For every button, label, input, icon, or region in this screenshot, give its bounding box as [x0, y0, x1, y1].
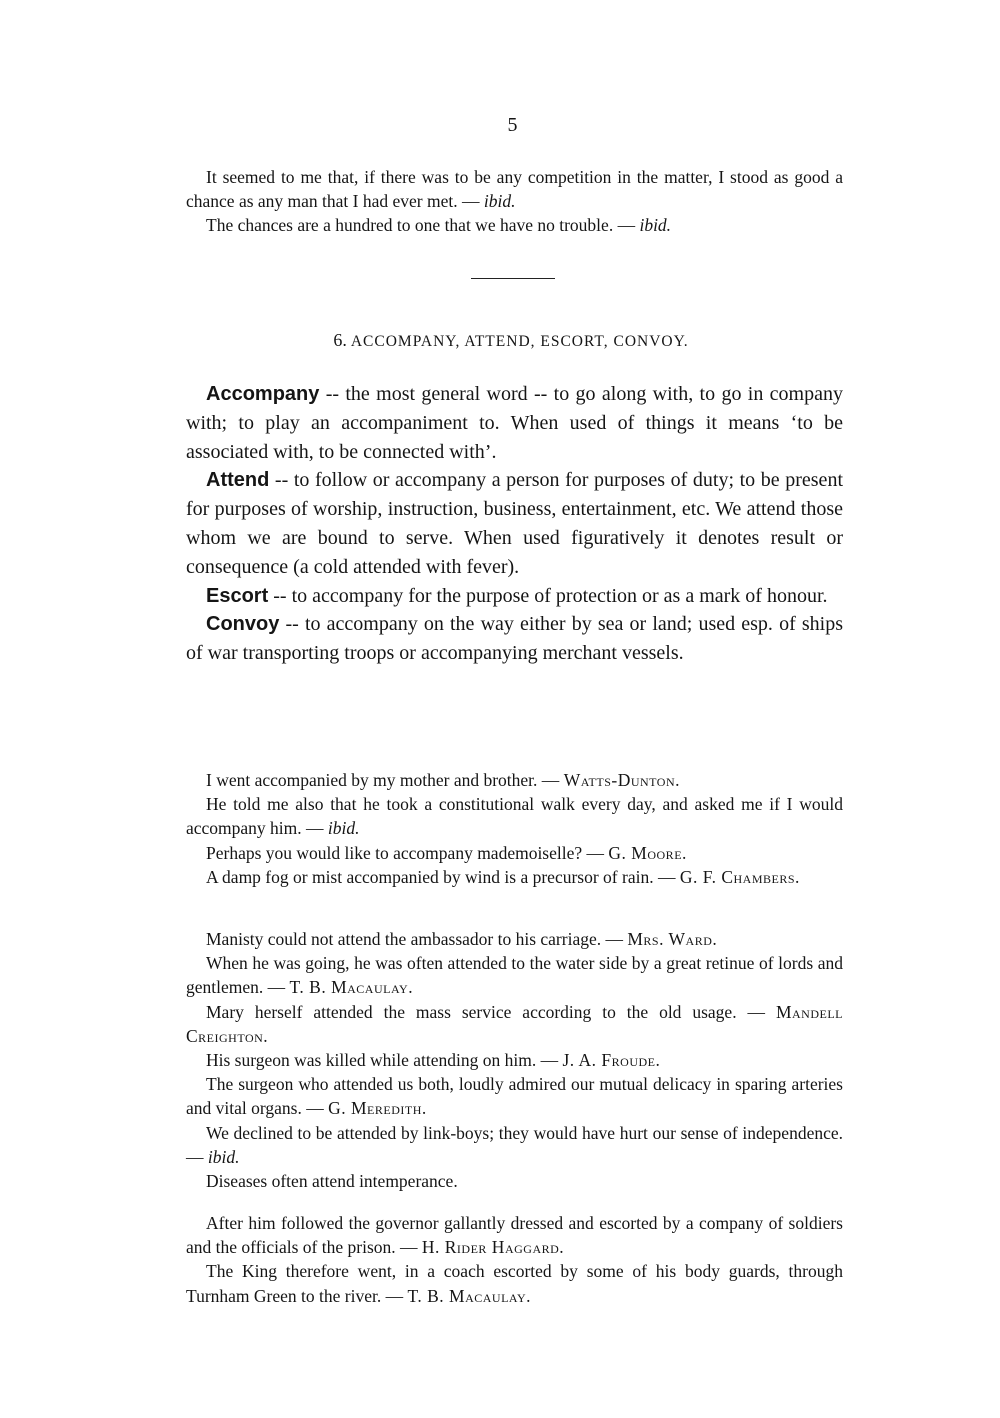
- page-number: 5: [507, 114, 518, 136]
- definitions: [186, 380, 843, 668]
- example-source: ibid.: [639, 215, 672, 236]
- definition-accompany: Accompany -- the most general word -- to go along with, to go in company with; to play an accompaniment to. When used of things it means ‘to be associated with, to be connected with’.: [186, 383, 843, 463]
- example-sentence: It seemed to me that, if there was to be any competition in the matter, I stood as good a chance as any man that I had ever met. — ibid.: [186, 167, 843, 212]
- definition-convoy: Convoy -- to accompany on the way either by sea or land; used esp. of ships of war transporting troops or accompanying merchant vessels.: [186, 613, 843, 665]
- headword: Escort: [206, 584, 269, 607]
- example-sentence: He told me also that he took a constitutional walk every day, and asked me if I would accompany him. — ibid.: [186, 794, 843, 839]
- headword: Attend: [206, 469, 270, 492]
- example-sentence: Diseases often attend intemperance.: [206, 1171, 458, 1192]
- example-source: G. Moore.: [608, 842, 687, 863]
- example-source: ibid.: [483, 191, 516, 212]
- definition-escort: Escort -- to accompany for the purpose of protection or as a mark of honour.: [206, 584, 828, 607]
- example-sentence: A damp fog or mist accompanied by wind is a precursor of rain. — G. F. Chambers.: [206, 866, 800, 887]
- section-title: ACCOMPANY, ATTEND, ESCORT, CONVOY.: [350, 333, 689, 350]
- example-source: H. Rider Haggard.: [421, 1237, 565, 1258]
- example-sentence: Perhaps you would like to accompany mademoiselle? — G. Moore.: [206, 842, 687, 863]
- example-source: G. Meredith.: [328, 1098, 427, 1119]
- section-divider: [471, 278, 555, 279]
- example-source: Mrs. Ward.: [627, 929, 718, 949]
- example-source: Watts-Dunton.: [563, 770, 680, 790]
- example-source: ibid.: [327, 818, 360, 839]
- example-source: ibid.: [207, 1146, 240, 1167]
- escort-examples: [186, 1211, 843, 1308]
- example-sentence: Manisty could not attend the ambassador to his carriage. — Mrs. Ward.: [206, 929, 718, 949]
- accompany-examples: [186, 768, 843, 889]
- top-examples: [186, 165, 843, 238]
- example-source: T. B. Macaulay.: [407, 1285, 532, 1306]
- example-sentence: When he was going, he was often attended to the water side by a great retinue of lords and gentlemen. — T. B. Macaulay.: [186, 953, 843, 998]
- example-source: J. A. Froude.: [562, 1050, 661, 1071]
- example-source: G. F. Chambers.: [679, 866, 800, 887]
- example-source: T. B. Macaulay.: [289, 977, 414, 998]
- section-number: 6.: [333, 330, 347, 350]
- definition-attend: Attend -- to follow or accompany a person for purposes of duty; to be present for purposes of worship, instruction, business, entertainment, etc. We attend those whom we are bound to serve. When used figuratively it denotes result or consequence (a cold attended with fever).: [186, 469, 843, 578]
- headword: Convoy: [206, 613, 280, 636]
- example-sentence: His surgeon was killed while attending on him. — J. A. Froude.: [206, 1050, 661, 1071]
- example-sentence: After him followed the governor gallantly dressed and escorted by a company of soldiers and the officials of the prison. — H. Rider Haggard.: [186, 1213, 843, 1258]
- example-sentence: We declined to be attended by link-boys; they would have hurt our sense of independence. — ibid.: [186, 1122, 843, 1167]
- headword: Accompany: [206, 383, 320, 405]
- example-sentence: The surgeon who attended us both, loudly admired our mutual delicacy in sparing arteries and vital organs. — G. Meredith.: [186, 1074, 843, 1119]
- attend-examples: [186, 927, 843, 1193]
- section-heading: [0, 330, 1000, 351]
- example-source: Mandell Creighton.: [186, 1001, 844, 1046]
- example-sentence: I went accompanied by my mother and brother. — Watts-Dunton.: [206, 770, 680, 790]
- example-sentence: Mary herself attended the mass service according to the old usage. — Mandell Creighton.: [186, 1001, 844, 1046]
- example-sentence: The King therefore went, in a coach escorted by some of his body guards, through Turnham Green to the river. — T. B. Macaulay.: [186, 1261, 843, 1306]
- example-sentence: The chances are a hundred to one that we have no trouble. — ibid.: [206, 215, 672, 236]
